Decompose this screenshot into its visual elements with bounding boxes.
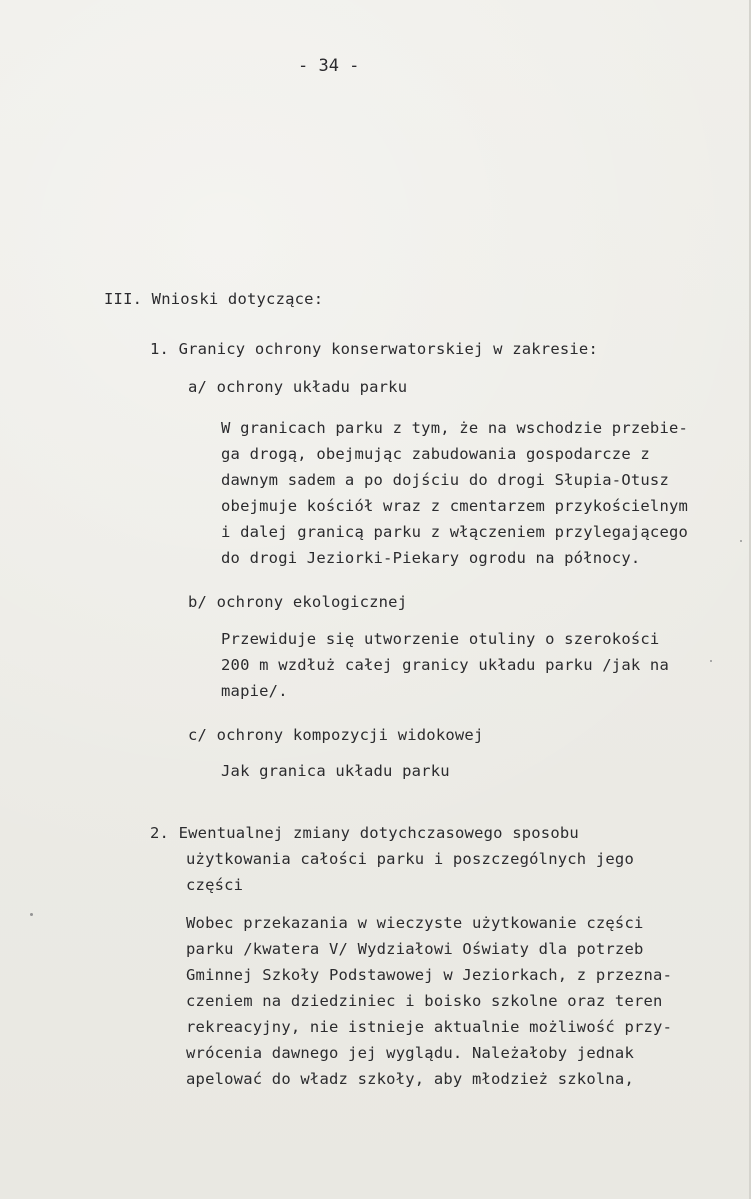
section-heading: III. Wnioski dotyczące: [104, 290, 324, 308]
item-2-heading: użytkowania całości parku i poszczególnych jego [186, 850, 634, 868]
item-1b-line: mapie/. [221, 682, 288, 700]
item-1a-line: i dalej granicą parku z włączeniem przylegającego [221, 523, 689, 541]
item-1-heading: 1. Granicy ochrony konserwatorskiej w zakresie: [150, 340, 598, 358]
item-2-line: apelować do władz szkoły, aby młodzież szkolna, [186, 1070, 634, 1088]
item-2-line: rekreacyjny, nie istnieje aktualnie możliwość przy- [186, 1018, 673, 1036]
item-1b-heading: b/ ochrony ekologicznej [188, 593, 408, 611]
item-1a-line: ga drogą, obejmując zabudowania gospodarcze z [221, 445, 650, 463]
item-1a-heading: a/ ochrony układu parku [188, 378, 408, 396]
item-2-line: Wobec przekazania w wieczyste użytkowanie części [186, 914, 644, 932]
item-2-line: Gminnej Szkoły Podstawowej w Jeziorkach, z przezna- [186, 966, 673, 984]
item-1a-line: obejmuje kościół wraz z cmentarzem przykościelnym [221, 497, 689, 515]
item-1c-heading: c/ ochrony kompozycji widokowej [188, 726, 484, 744]
item-2-heading: 2. Ewentualnej zmiany dotychczasowego sposobu [150, 824, 579, 842]
scan-speck [30, 913, 33, 916]
scan-speck [740, 540, 742, 542]
item-1c-line: Jak granica układu parku [221, 762, 450, 780]
item-2-line: parku /kwatera V/ Wydziałowi Oświaty dla potrzeb [186, 940, 644, 958]
page-number: - 34 - [298, 56, 360, 76]
item-2-heading: części [186, 876, 244, 894]
item-1a-line: dawnym sadem a po dojściu do drogi Słupia-Otusz [221, 471, 669, 489]
item-1b-line: Przewiduje się utworzenie otuliny o szerokości [221, 630, 660, 648]
item-2-line: czeniem na dziedziniec i boisko szkolne oraz teren [186, 992, 663, 1010]
item-1b-line: 200 m wzdłuż całej granicy układu parku /jak na [221, 656, 669, 674]
item-1a-line: do drogi Jeziorki-Piekary ogrodu na północy. [221, 549, 641, 567]
item-2-line: wrócenia dawnego jej wyglądu. Należałoby jednak [186, 1044, 634, 1062]
scan-speck [710, 660, 712, 662]
item-1a-line: W granicach parku z tym, że na wschodzie przebie- [221, 419, 689, 437]
